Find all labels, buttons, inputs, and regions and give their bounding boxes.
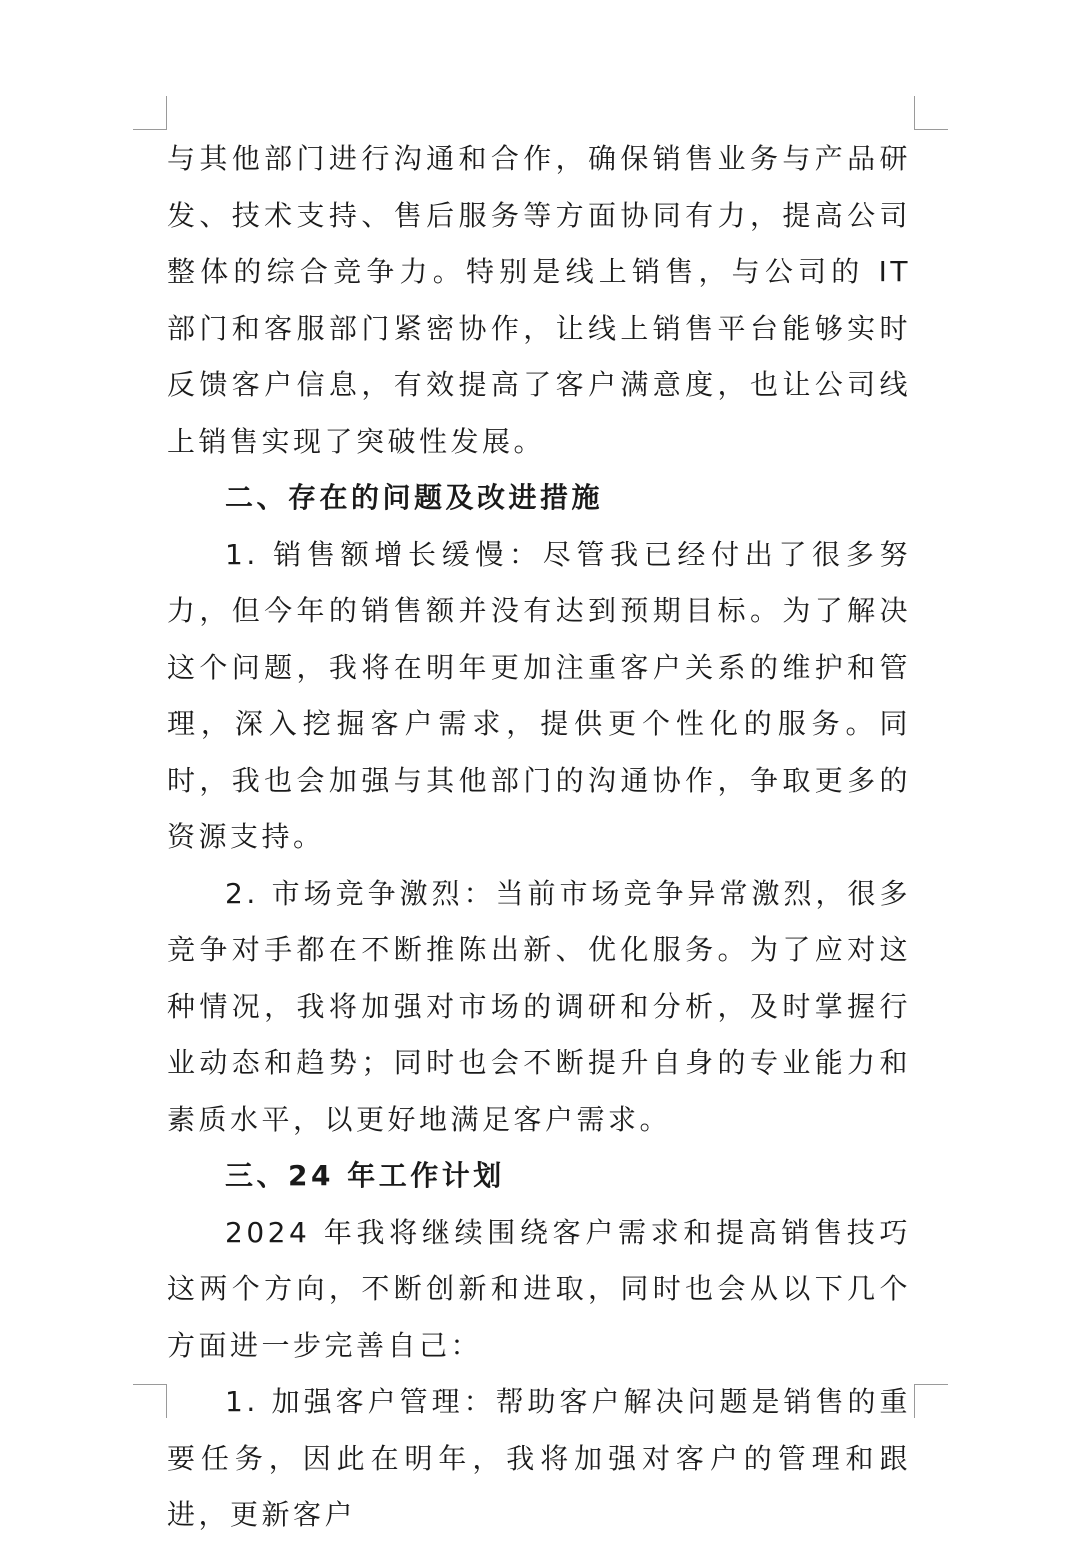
- paragraph-continuation: 与其他部门进行沟通和合作，确保销售业务与产品研发、技术支持、售后服务等方面协同有力，提高公司整体的综合竞争力。特别是线上销售，与公司的 IT 部门和客服部门紧密协作，让线上销售平台能够实时反馈客户信息，有效提高了客户满意度，也让公司线上销售实现了突破性发展。: [167, 142, 911, 458]
- margin-mark-bottom-right: [914, 1384, 948, 1418]
- section-heading-plan: 三、24 年工作计划: [225, 1159, 505, 1192]
- paragraph-plan-1: 1. 加强客户管理：帮助客户解决问题是销售的重要任务，因此在明年，我将加强对客户的管理和跟进，更新客户: [167, 1385, 911, 1531]
- paragraph-problem-1: 1. 销售额增长缓慢：尽管我已经付出了很多努力，但今年的销售额并没有达到预期目标。为了解决这个问题，我将在明年更加注重客户关系的维护和管理，深入挖掘客户需求，提供更个性化的服务。同时，我也会加强与其他部门的沟通协作，争取更多的资源支持。: [167, 537, 911, 853]
- section-heading-problems: 二、存在的问题及改进措施: [225, 481, 604, 514]
- document-body: [167, 131, 911, 1544]
- margin-mark-top-right: [914, 96, 948, 130]
- margin-mark-bottom-left: [133, 1384, 167, 1418]
- margin-mark-top-left: [133, 96, 167, 130]
- paragraph-plan-intro: 2024 年我将继续围绕客户需求和提高销售技巧这两个方向，不断创新和进取，同时也会从以下几个方面进一步完善自己：: [167, 1215, 911, 1362]
- paragraph-problem-2: 2. 市场竞争激烈：当前市场竞争异常激烈，很多竞争对手都在不断推陈出新、优化服务。为了应对这种情况，我将加强对市场的调研和分析，及时掌握行业动态和趋势；同时也会不断提升自身的专业能力和素质水平，以更好地满足客户需求。: [167, 876, 911, 1136]
